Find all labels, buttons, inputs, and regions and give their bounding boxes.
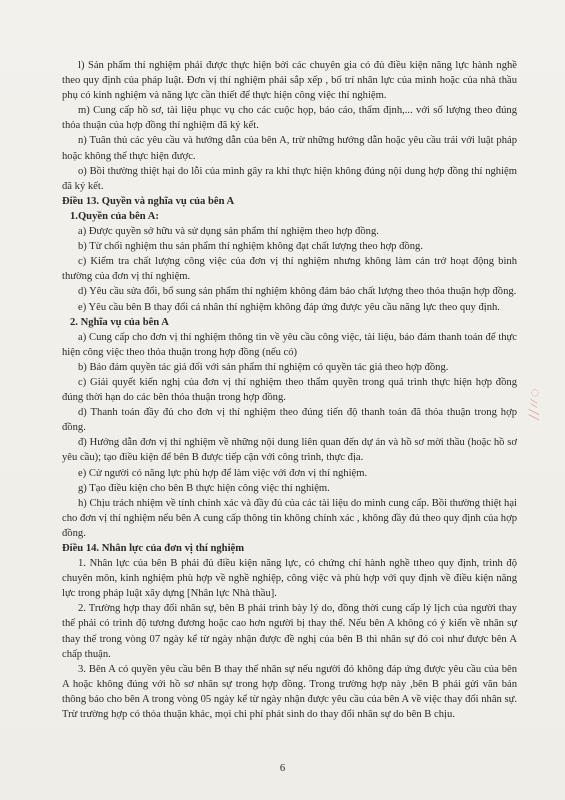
paragraph: d) Thanh toán đầy đủ cho đơn vị thí nghiệm theo đúng tiến độ thanh toán đã thỏa thuận trong hợp đồng.: [62, 407, 517, 434]
section-heading: 2. Nghĩa vụ của bên A: [70, 316, 169, 328]
paragraph: n) Tuân thủ các yêu cầu và hướng dẫn của bên A, trừ những hướng dẫn hoặc yêu cầu trái với luật pháp hoặc không thể thực hiện được.: [62, 135, 517, 162]
paragraph: d) Yêu cầu sửa đổi, bổ sung sản phẩm thí nghiệm không đảm bảo chất lượng theo thỏa thuận hợp đồng.: [78, 286, 517, 298]
paragraph: 3. Bên A có quyền yêu cầu bên B thay thế nhân sự nếu người đó không đáp ứng được yêu cầu của bên A hoặc không đúng với hồ sơ nhân sự trong hợp đồng. Trong trường hợp này ,bên B phải gửi văn bản thông báo cho bên A trong vòng 05 ngày kể từ ngày nhận được yêu cầu của bên A về việc thay đổi nhân sự. Trừ trường hợp có thỏa thuận khác, mọi chi phí phát sinh do thay đổi nhân sự do bên B chịu.: [62, 663, 518, 721]
paragraph: g) Tạo điều kiện cho bên B thực hiện công việc thí nghiệm.: [78, 482, 330, 494]
section-heading: Điều 13. Quyền và nghĩa vụ của bên A: [62, 195, 235, 207]
paragraph: o) Bồi thường thiệt hại do lỗi của mình gây ra khi thực hiện không đúng nội dung hợp đồng thí nghiệm đã ký kết.: [62, 165, 517, 192]
paragraph: 1. Nhân lực của bên B phải đủ điều kiện năng lực, có chứng chỉ hành nghề ttheo quy định, trình độ chuyên môn, kinh nghiệm phù hợp về nghề nghiệp, công việc và phù hợp với quy định về điều kiện năng lực trong pháp luật xây dựng [Nhân lực Nhà thầu].: [62, 558, 517, 600]
seal-mark: ╱╱ ⁄ ⁄ ◌: [530, 387, 540, 420]
paragraph: b) Bảo đảm quyền tác giả đối với sản phẩm thí nghiệm có quyền tác giả theo hợp đồng.: [78, 361, 449, 373]
paragraph: e) Cử người có năng lực phù hợp để làm việc với đơn vị thí nghiệm.: [78, 467, 368, 479]
paragraph: a) Được quyền sở hữu và sử dụng sản phẩm thí nghiệm theo hợp đồng.: [78, 226, 379, 238]
section-heading: 1.Quyền của bên A:: [70, 210, 159, 222]
paragraph: h) Chịu trách nhiệm về tính chính xác và đầy đủ của các tài liệu do mình cung cấp. Bồi thường thiệt hại cho đơn vị thí nghiệm nếu bên A cung cấp thông tin không chính xác , không đầy đủ theo quy định của hợp đồng.: [62, 497, 517, 539]
paragraph: c) Kiểm tra chất lượng công việc của đơn vị thí nghiệm nhưng không làm cản trở hoạt động bình thường của đơn vị thí nghiệm.: [62, 256, 517, 283]
paragraph: 2. Trường hợp thay đổi nhân sự, bên B phải trình bày lý do, đồng thời cung cấp lý lịch của người thay thế phải có trình độ tương đương hoặc cao hơn người bị thay thế. Nếu bên A không có ý kiến về nhân sự thay thế trong vòng 07 ngày kể từ ngày nhận được đề nghị của bên B thì nhân sự đó coi như được bên A chấp thuận.: [62, 603, 517, 660]
paragraph: l) Sản phẩm thí nghiệm phải được thực hiện bởi các chuyên gia có đủ điều kiện năng lực hành nghề theo quy định của pháp luật. Đơn vị thí nghiệm phải sắp xếp , bố trí nhân lực của mình hoặc của nhà thầu phụ có kinh nghiệm và năng lực cần thiết để thực hiện công việc thí nghiệm.: [62, 60, 517, 102]
page-number: 6: [279, 763, 286, 774]
document-body: [62, 58, 517, 722]
paragraph: a) Cung cấp cho đơn vị thí nghiệm thông tin về yêu cầu công việc, tài liệu, bảo đảm thanh toán để thực hiện công việc theo thỏa thuận trong hợp đồng (nếu có): [62, 331, 517, 358]
paragraph: m) Cung cấp hồ sơ, tài liệu phục vụ cho các cuộc họp, báo cáo, thẩm định,... với số lượng theo đúng thỏa thuận của hợp đồng thí nghiệm đã ký kết.: [62, 105, 517, 132]
paragraph: c) Giải quyết kiến nghị của đơn vị thí nghiệm theo thẩm quyền trong quá trình thực hiện hợp đồng đúng thời hạn do các bên thỏa thuận trong hợp đồng.: [62, 376, 517, 404]
paragraph: đ) Hướng dẫn đơn vị thí nghiệm về những nội dung liên quan đến dự án và hồ sơ mời thầu (hoặc hồ sơ yêu cầu); tạo điều kiện để bên B được tiếp cận với công trình, thực địa.: [62, 437, 517, 464]
paragraph: b) Từ chối nghiệm thu sản phẩm thí nghiệm không đạt chất lượng theo hợp đồng.: [78, 241, 423, 253]
section-heading: Điều 14. Nhân lực của đơn vị thí nghiệm: [62, 543, 245, 554]
paragraph: e) Yêu cầu bên B thay đổi cá nhân thí nghiệm không đáp ứng được yêu cầu năng lực theo quy định.: [78, 301, 500, 313]
